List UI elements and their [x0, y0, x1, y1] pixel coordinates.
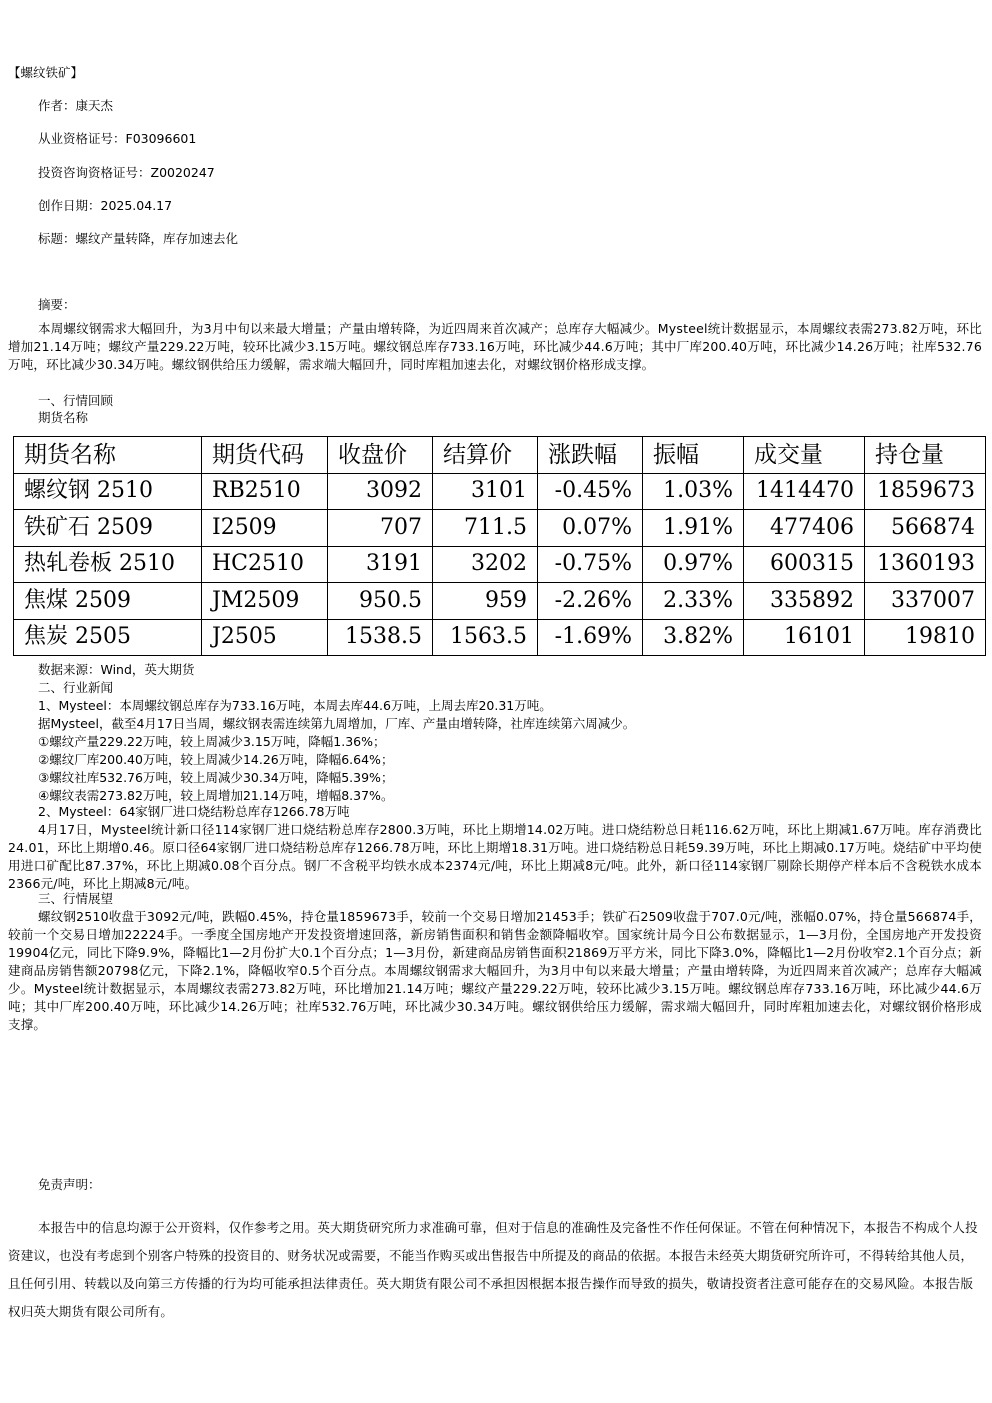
license-line: 从业资格证号：F03096601 — [38, 131, 197, 146]
cell-name: 焦炭 2505 — [14, 619, 202, 656]
table-row — [14, 510, 986, 547]
cell-amplitude: 1.03% — [643, 473, 744, 510]
news-line: ②螺纹厂库200.40万吨，较上周减少14.26万吨，降幅6.64%； — [38, 752, 394, 767]
cell-amplitude: 1.91% — [643, 510, 744, 547]
table-row — [14, 583, 986, 620]
cell-close: 950.5 — [328, 583, 433, 620]
cell-volume: 600315 — [744, 546, 865, 583]
cell-change: 0.07% — [538, 510, 643, 547]
cell-close: 707 — [328, 510, 433, 547]
cell-open-interest: 1859673 — [865, 473, 986, 510]
table-row — [14, 473, 986, 510]
news-heading: 二、行业新闻 — [38, 680, 114, 695]
table-row — [14, 619, 986, 656]
disclaimer-text: 本报告中的信息均源于公开资料，仅作参考之用。英大期货研究所力求准确可靠，但对于信息的准确性及完备性不作任何保证。不管在何种情况下，本报告不构成个人投资建议，也没有考虑到个别客户特殊的投资目的、财务状况或需要，不能当作购买或出售报告中所提及的商品的依据。本报告未经英大期货研究所许可，不得转给其他人员，且任何引用、转载以及向第三方传播的行为均可能承担法律责任。英大期货有限公司不承担因根据本报告操作而导致的损失，敬请投资者注意可能存在的交易风险。本报告版权归英大期货有限公司所有。 — [8, 1220, 978, 1319]
news-line: ③螺纹社库532.76万吨，较上周减少30.34万吨，降幅5.39%； — [38, 770, 394, 785]
outlook-paragraph: 螺纹钢2510收盘于3092元/吨，跌幅0.45%，持仓量1859673手，较前一个交易日增加21453手；铁矿石2509收盘于707.0元/吨，涨幅0.07%，持仓量566874手，较前一个交易日增加22224手。一季度全国房地产开发投资增速回落，新房销售面积和销售金额降幅收窄。国家统计局今日公布数据显示，1—3月份，全国房地产开发投资19904亿元，同比下降9.9%，降幅比1—2月份扩大0.1个百分点；1—3月份，新建商品房销售面积21869万平方米，同比下降3.0%，降幅比1—2月份收窄2.1个百分点；新建商品房销售额20798亿元，下降2.1%，降幅收窄0.5个百分点。本周螺纹钢需求大幅回升，为3月中旬以来最大增量；产量由增转降，为近四周来首次减产；总库存大幅减少。Mysteel统计数据显示，本周螺纹表需273.82万吨，环比增加21.14万吨；螺纹产量229.22万吨，较环比减少3.15万吨。螺纹钢总库存733.16万吨，环比减少44.6万吨；其中厂库200.40万吨，环比减少14.26万吨；社库532.76万吨，环比减少30.34万吨。螺纹钢供给压力缓解，需求端大幅回升，同时库粗加速去化，对螺纹钢价格形成支撑。 — [8, 909, 982, 1032]
cell-code: JM2509 — [202, 583, 328, 620]
cell-volume: 335892 — [744, 583, 865, 620]
futures-table — [13, 436, 986, 656]
news-line: ④螺纹表需273.82万吨，较上周增加21.14万吨，增幅8.37%。 — [38, 788, 394, 803]
cell-close: 3092 — [328, 473, 433, 510]
cell-amplitude: 0.97% — [643, 546, 744, 583]
cell-change: -0.75% — [538, 546, 643, 583]
table-row — [14, 546, 986, 583]
cell-change: -0.45% — [538, 473, 643, 510]
summary-text: 本周螺纹钢需求大幅回升，为3月中旬以来最大增量；产量由增转降，为近四周来首次减产；总库存大幅减少。Mysteel统计数据显示，本周螺纹表需273.82万吨，环比增加21.14万吨；螺纹产量229.22万吨，较环比减少3.15万吨。螺纹钢总库存733.16万吨，环比减少44.6万吨；其中厂库200.40万吨，环比减少14.26万吨；社库532.76万吨，环比减少30.34万吨。螺纹钢供给压力缓解，需求端大幅回升，同时库粗加速去化，对螺纹钢价格形成支撑。 — [8, 321, 982, 372]
table-header-row — [14, 437, 986, 474]
date-line: 创作日期：2025.04.17 — [38, 198, 173, 213]
summary-label: 摘要： — [38, 297, 76, 312]
col-header: 涨跌幅 — [538, 437, 643, 474]
review-heading: 一、行情回顾 — [38, 393, 114, 408]
news-line: 据Mysteel，截至4月17日当周，螺纹钢表需连续第九周增加，厂库、产量由增转降，社库连续第六周减少。 — [38, 716, 636, 731]
col-header: 结算价 — [433, 437, 538, 474]
cell-name: 铁矿石 2509 — [14, 510, 202, 547]
cell-volume: 477406 — [744, 510, 865, 547]
cell-volume: 16101 — [744, 619, 865, 656]
cell-open-interest: 337007 — [865, 583, 986, 620]
col-header: 期货代码 — [202, 437, 328, 474]
cell-name: 焦煤 2509 — [14, 583, 202, 620]
section-tag: 【螺纹铁矿】 — [8, 65, 84, 80]
consult-license-line: 投资咨询资格证号：Z0020247 — [38, 165, 215, 180]
cell-close: 1538.5 — [328, 619, 433, 656]
author-line: 作者：康天杰 — [38, 98, 114, 113]
cell-code: J2505 — [202, 619, 328, 656]
cell-settle: 1563.5 — [433, 619, 538, 656]
col-header: 振幅 — [643, 437, 744, 474]
cell-code: I2509 — [202, 510, 328, 547]
cell-settle: 3101 — [433, 473, 538, 510]
news-line: 2、Mysteel：64家钢厂进口烧结粉总库存1266.78万吨 — [38, 804, 350, 819]
cell-name: 螺纹钢 2510 — [14, 473, 202, 510]
disclaimer-label: 免责声明： — [38, 1177, 101, 1192]
outlook-heading: 三、行情展望 — [38, 891, 114, 906]
cell-change: -2.26% — [538, 583, 643, 620]
cell-change: -1.69% — [538, 619, 643, 656]
cell-volume: 1414470 — [744, 473, 865, 510]
news-line: ①螺纹产量229.22万吨，较上周减少3.15万吨，降幅1.36%； — [38, 734, 386, 749]
cell-open-interest: 1360193 — [865, 546, 986, 583]
cell-amplitude: 2.33% — [643, 583, 744, 620]
news-paragraph: 4月17日，Mysteel统计新口径114家钢厂进口烧结粉总库存2800.3万吨，环比上期增14.02万吨。进口烧结粉总日耗116.62万吨，环比上期减1.67万吨。库存消费比24.01，环比上期增0.46。原口径64家钢厂进口烧结粉总库存1266.78万吨，环比上期增18.31万吨。进口烧结粉总日耗59.39万吨，环比上期减0.17万吨。烧结矿中平均使用进口矿配比87.37%，环比上期减0.08个百分点。钢厂不含税平均铁水成本2374元/吨，环比上期减8元/吨。此外，新口径114家钢厂剔除长期停产样本后不含税铁水成本2366元/吨，环比上期减8元/吨。 — [8, 822, 982, 891]
cell-settle: 959 — [433, 583, 538, 620]
cell-settle: 711.5 — [433, 510, 538, 547]
news-line: 1、Mysteel：本周螺纹钢总库存为733.16万吨，本周去库44.6万吨，上周去库20.31万吨。 — [38, 698, 552, 713]
cell-name: 热轧卷板 2510 — [14, 546, 202, 583]
col-header: 收盘价 — [328, 437, 433, 474]
cell-open-interest: 19810 — [865, 619, 986, 656]
cell-close: 3191 — [328, 546, 433, 583]
col-header: 期货名称 — [14, 437, 202, 474]
col-header: 成交量 — [744, 437, 865, 474]
report-title: 标题：螺纹产量转降，库存加速去化 — [38, 231, 239, 246]
cell-code: RB2510 — [202, 473, 328, 510]
cell-code: HC2510 — [202, 546, 328, 583]
cell-settle: 3202 — [433, 546, 538, 583]
data-source: 数据来源：Wind，英大期货 — [38, 662, 195, 677]
table-caption: 期货名称 — [38, 410, 89, 425]
cell-open-interest: 566874 — [865, 510, 986, 547]
col-header: 持仓量 — [865, 437, 986, 474]
cell-amplitude: 3.82% — [643, 619, 744, 656]
